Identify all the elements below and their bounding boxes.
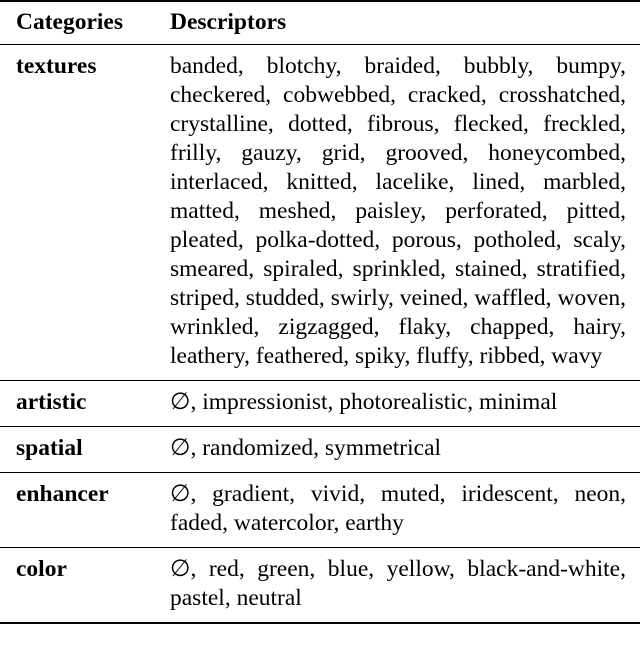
table-row-textures [0,45,640,381]
category-cell: color [0,548,152,624]
table-row-spatial [0,427,640,473]
descriptors-cell: ∅, impressionist, photorealistic, minimal [152,381,640,427]
header-categories: Categories [0,1,152,45]
category-cell: spatial [0,427,152,473]
header-descriptors: Descriptors [152,1,640,45]
table-row-artistic [0,381,640,427]
descriptors-cell: banded, blotchy, braided, bubbly, bumpy, checkered, cobwebbed, cracked, crosshatched, crystalline, dotted, fibrous, flecked, freckled, frilly, gauzy, grid, grooved, honeycombed, interlaced, knitted, lacelike, lined, marbled, matted, meshed, paisley, perforated, pitted, pleated, polka-dotted, porous, potholed, scaly, smeared, spiraled, sprinkled, stained, stratified, striped, studded, swirly, veined, waffled, woven, wrinkled, zigzagged, flaky, chapped, hairy, leathery, feathered, spiky, fluffy, ribbed, wavy [152,45,640,381]
category-cell: textures [0,45,152,381]
header-row [0,1,640,45]
descriptors-cell: ∅, randomized, symmetrical [152,427,640,473]
descriptors-cell: ∅, gradient, vivid, muted, iridescent, neon, faded, watercolor, earthy [152,473,640,548]
table-body [0,45,640,624]
descriptors-cell: ∅, red, green, blue, yellow, black-and-white, pastel, neutral [152,548,640,624]
table-header [0,1,640,45]
category-cell: enhancer [0,473,152,548]
category-cell: artistic [0,381,152,427]
table-row-enhancer [0,473,640,548]
table-row-color [0,548,640,624]
